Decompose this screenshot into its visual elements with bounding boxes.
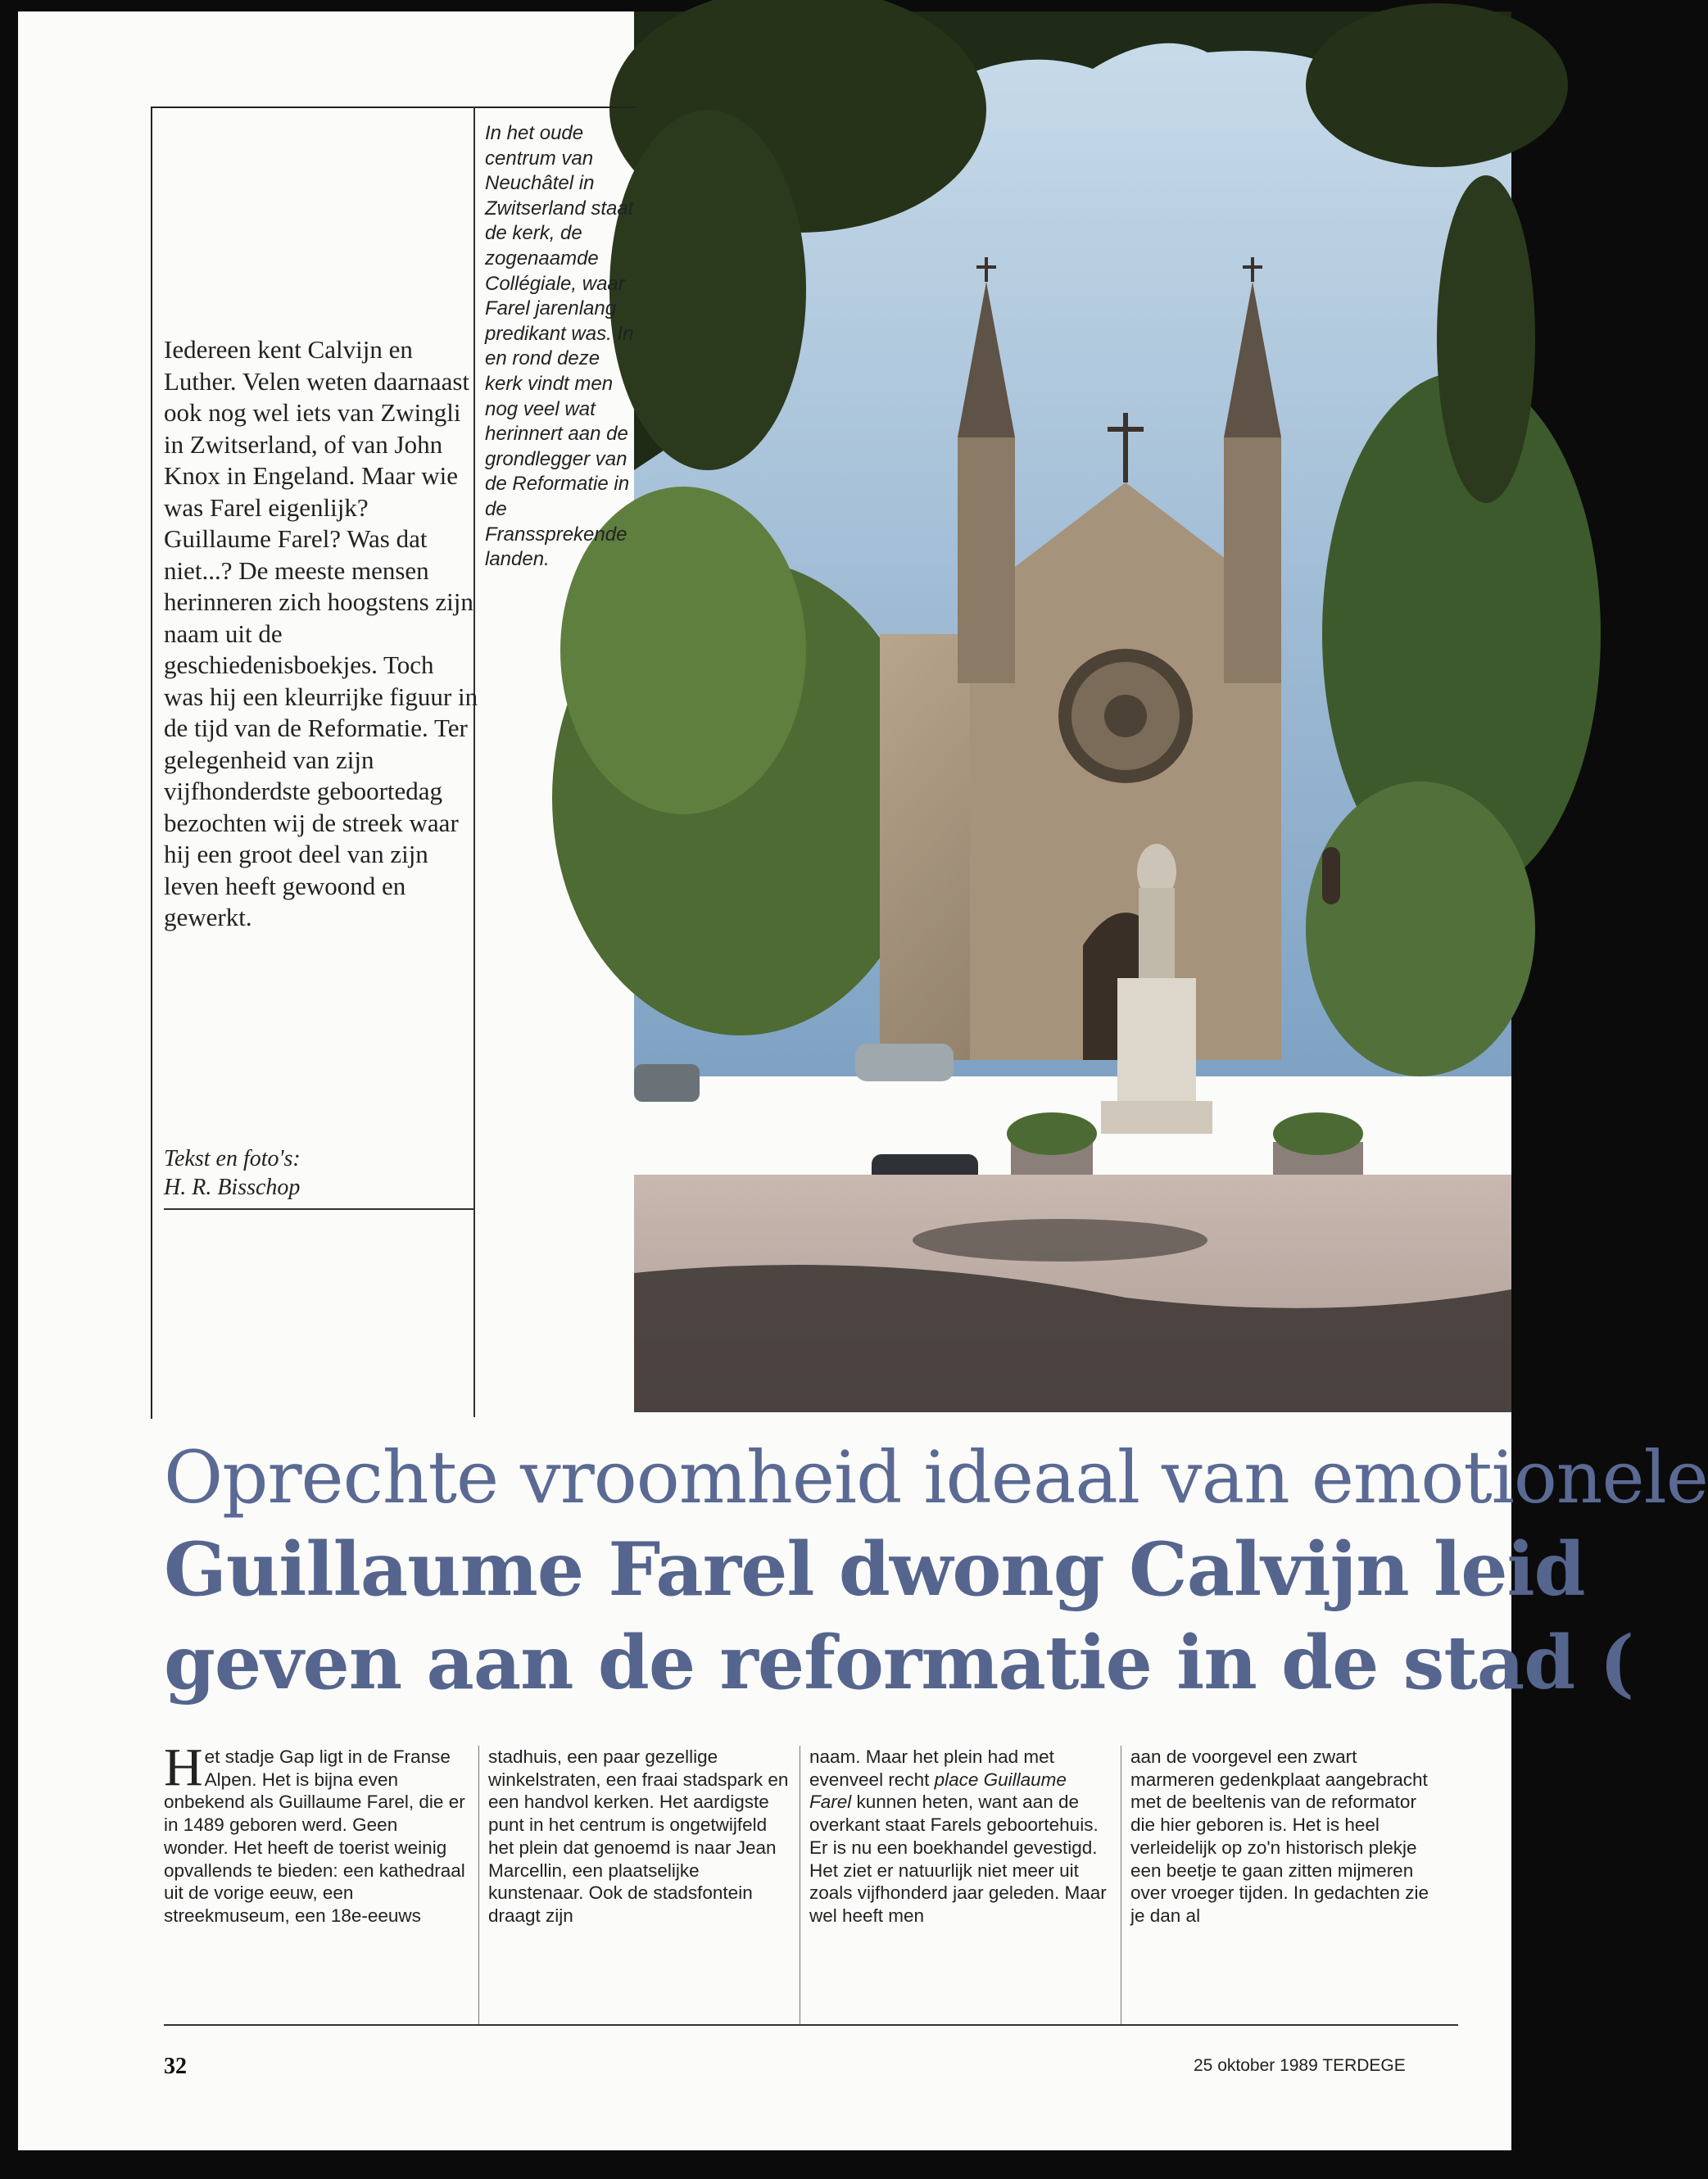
drop-cap: H bbox=[164, 1737, 203, 1797]
body-column-1-text: et stadje Gap ligt in de Franse Alpen. Het is bijna even onbekend als Guillaume Farel, die er in 1489 geboren werd. Geen wonder. Het heeft de toerist weinig opvallends te bieden: een kathedraal uit de vorige eeuw, een streekmuseum, een 18e-eeuws bbox=[164, 1746, 465, 1926]
photo-credit bbox=[164, 1144, 475, 1202]
body-column-2-text: stadhuis, een paar gezellige winkelstraten, een fraai stadspark en een handvol kerken. Het aardigste punt in het centrum is ongetwijfeld het plein dat genoemd is naar Jean Marcellin, een plaatselijke kunstenaar. Ook de stadsfontein draagt zijn bbox=[488, 1746, 789, 1926]
body-column-1 bbox=[164, 1737, 467, 2019]
scan-border bbox=[0, 2150, 1511, 2179]
body-column-4-text: aan de voorgevel een zwart marmeren gedenkplaat aangebracht met de beeltenis van de reformator die hier geboren is. Het is heel verleidelijk op zo'n historisch plekje een beetje te gaan zitten mijmeren over vroeger tijden. In gedachten zie je dan al bbox=[1130, 1746, 1429, 1926]
credit-label: Tekst en foto's: bbox=[164, 1146, 301, 1171]
photo-caption: In het oude centrum van Neuchâtel in Zwitserland staat de kerk, de zogenaamde Collégiale, waar Farel jarenlang predikant was. In en rond deze kerk vindt men nog veel wat herinnert aan de grondlegger van de Reformatie in de Franssprekende landen. bbox=[485, 122, 634, 571]
column-rule bbox=[478, 1746, 479, 2024]
headline-line-1: Guillaume Farel dwong Calvijn leid bbox=[164, 1526, 1585, 1613]
page-number: 32 bbox=[164, 2054, 187, 2079]
headline-kicker: Oprechte vroomheid ideaal van emotionele bbox=[164, 1435, 1708, 1520]
intro-text: Iedereen kent Calvijn en Luther. Velen weten daarnaast ook nog wel iets van Zwingli in Zwitserland, of van John Knox in Engeland. Maar wie was Farel eigenlijk? Guillaume Farel? Was dat niet...? De meeste mensen herinneren zich hoogstens zijn naam uit de geschiedenisboekjes. Toch was hij een kleurrijke figuur in de tijd van de Reformatie. Ter gelegenheid van zijn vijfhonderdste geboortedag bezochten wij de streek waar hij een groot deel van zijn leven heeft gewoond en gewerkt. bbox=[164, 335, 478, 931]
body-column-3-emphasis: place Guillaume Farel bbox=[809, 1769, 1067, 1813]
issue-dateline: 25 oktober 1989 TERDEGE bbox=[1194, 2056, 1406, 2075]
magazine-page bbox=[18, 11, 1708, 2158]
body-column-3-text-b: kunnen heten, want aan de overkant staat Farels geboortehuis. Er is nu een boekhandel gevestigd. Het ziet er natuurlijk niet meer uit zoals vijfhonderd jaar geleden. Maar wel heeft men bbox=[809, 1792, 1107, 1926]
church-photo bbox=[634, 11, 1511, 1412]
credit-author: H. R. Bisschop bbox=[164, 1175, 301, 1200]
body-column-2 bbox=[488, 1746, 791, 2019]
credit-divider bbox=[164, 1208, 475, 1210]
body-column-4 bbox=[1130, 1746, 1434, 2019]
footer-rule bbox=[164, 2024, 1458, 2026]
body-column-3 bbox=[809, 1746, 1112, 2019]
church-illustration bbox=[634, 11, 1511, 1412]
headline-line-2: geven aan de reformatie in de stad ( bbox=[164, 1620, 1634, 1706]
body-column-3-text-a: naam. Maar het plein had met evenveel recht bbox=[809, 1746, 1054, 1790]
